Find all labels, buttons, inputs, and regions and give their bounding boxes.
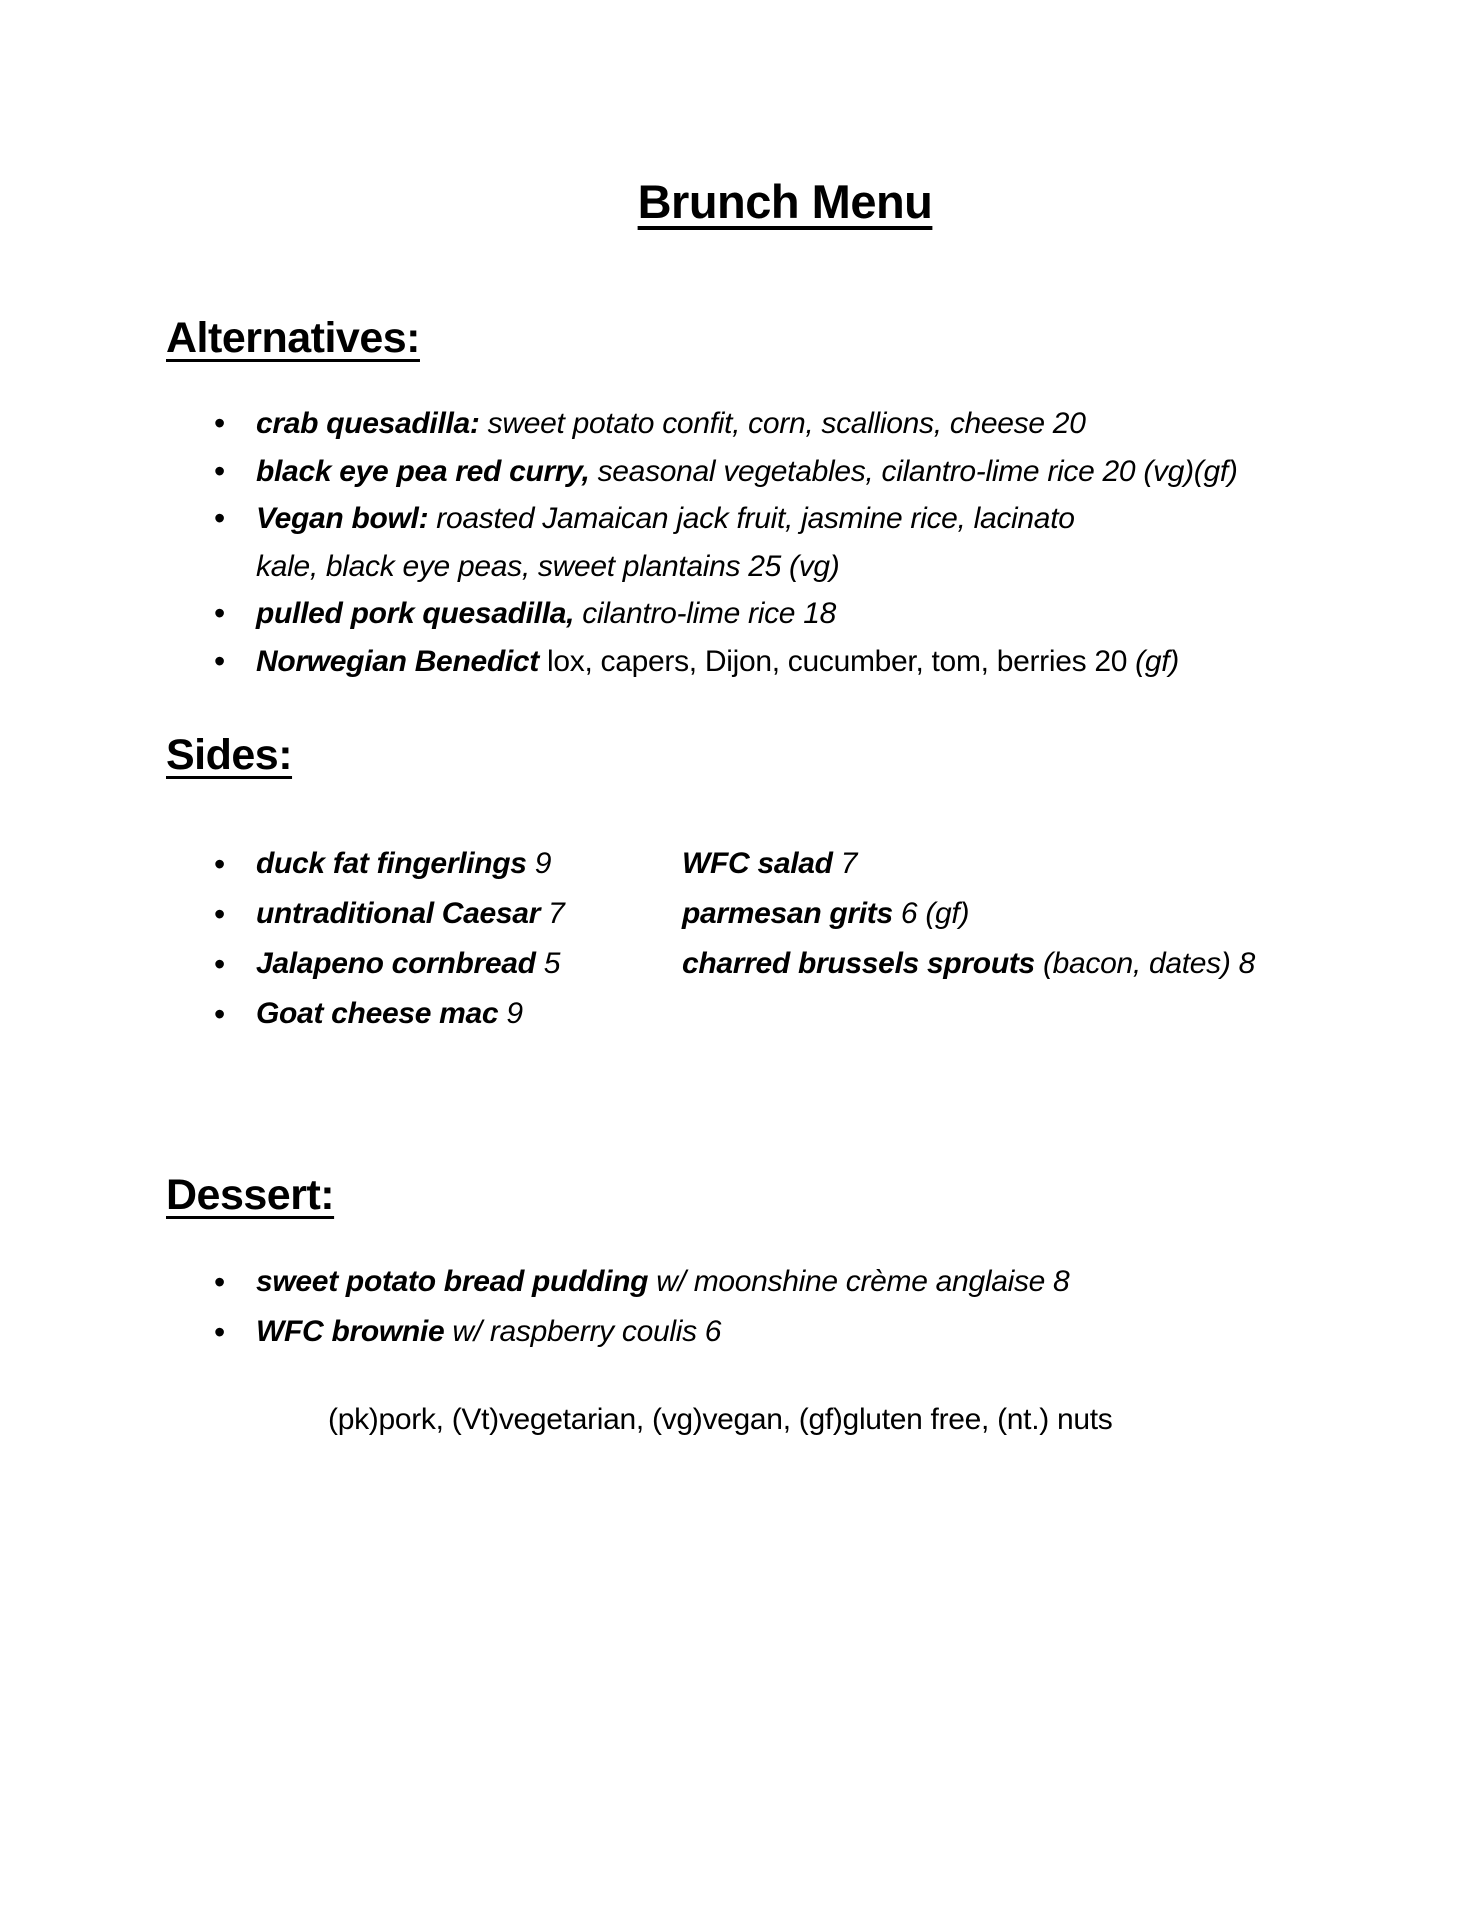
item-name: parmesan grits — [682, 897, 893, 930]
item-name: Goat cheese mac — [256, 997, 499, 1030]
item-description: seasonal vegetables, cilantro-lime rice 20 (vg)(gf) — [589, 454, 1238, 488]
menu-item-wfc-brownie — [166, 1307, 1344, 1357]
item-name: Jalapeno cornbread — [256, 947, 536, 980]
sides-list — [166, 839, 1344, 1039]
section-heading-dessert: Dessert: — [166, 1171, 335, 1219]
item-price: (bacon, dates) 8 — [1034, 947, 1255, 980]
item-description: cilantro-lime rice 18 — [574, 597, 836, 630]
item-description: w/ moonshine crème anglaise 8 — [648, 1265, 1070, 1298]
side-left-column — [256, 939, 682, 989]
item-price: 9 — [526, 847, 552, 880]
side-left-column — [256, 839, 682, 889]
item-price: 7 — [832, 847, 858, 880]
menu-item-goat-cheese-mac — [166, 989, 1344, 1039]
side-left-column — [256, 889, 682, 939]
page-title: Brunch Menu — [637, 175, 933, 228]
item-description-line2: kale, black eye peas, sweet plantains 25 (vg) — [256, 549, 840, 583]
menu-item-jalapeno-cornbread — [166, 939, 1344, 989]
item-price: 5 — [535, 947, 561, 980]
item-name: untraditional Caesar — [256, 897, 541, 930]
menu-item-norwegian-benedict — [166, 638, 1344, 686]
dietary-tag: (gf) — [1135, 644, 1179, 678]
item-name: WFC salad — [682, 847, 833, 880]
menu-item-pulled-pork-quesadilla — [166, 590, 1344, 638]
item-name: charred brussels sprouts — [682, 947, 1035, 980]
menu-item-black-eye-pea-red-curry — [166, 448, 1344, 496]
item-name: crab quesadilla: — [256, 407, 480, 440]
item-price: 7 — [540, 897, 565, 930]
dietary-legend: (pk)pork, (Vt)vegetarian, (vg)vegan, (gf)gluten free, (nt.) nuts — [328, 1403, 1113, 1436]
item-name: sweet potato bread pudding — [256, 1265, 649, 1298]
menu-item-crab-quesadilla — [166, 400, 1344, 448]
section-heading-alternatives: Alternatives: — [166, 314, 420, 362]
item-name: Vegan bowl: — [256, 502, 429, 535]
item-price: 6 (gf) — [892, 897, 970, 930]
item-description: sweet potato confit, corn, scallions, cheese 20 — [479, 407, 1086, 440]
item-name: black eye pea red curry, — [256, 454, 590, 488]
item-name: Norwegian Benedict — [256, 644, 539, 678]
item-name: duck fat fingerlings — [256, 847, 527, 880]
item-description: lox, capers, Dijon, cucumber, tom, berries 20 — [538, 644, 1136, 678]
menu-item-untraditional-caesar — [166, 889, 1344, 939]
item-description: roasted Jamaican jack fruit, jasmine rice, lacinato — [428, 502, 1075, 535]
menu-item-vegan-bowl — [166, 495, 1344, 590]
alternatives-list — [166, 400, 1344, 685]
item-price: 9 — [498, 997, 523, 1030]
dessert-list — [166, 1257, 1344, 1357]
section-heading-sides: Sides: — [166, 731, 293, 779]
item-description: w/ raspberry coulis 6 — [444, 1315, 722, 1348]
menu-item-duck-fat-fingerlings — [166, 839, 1344, 889]
item-name: WFC brownie — [256, 1315, 445, 1348]
item-name: pulled pork quesadilla, — [256, 597, 575, 630]
menu-item-sweet-potato-bread-pudding — [166, 1257, 1344, 1307]
